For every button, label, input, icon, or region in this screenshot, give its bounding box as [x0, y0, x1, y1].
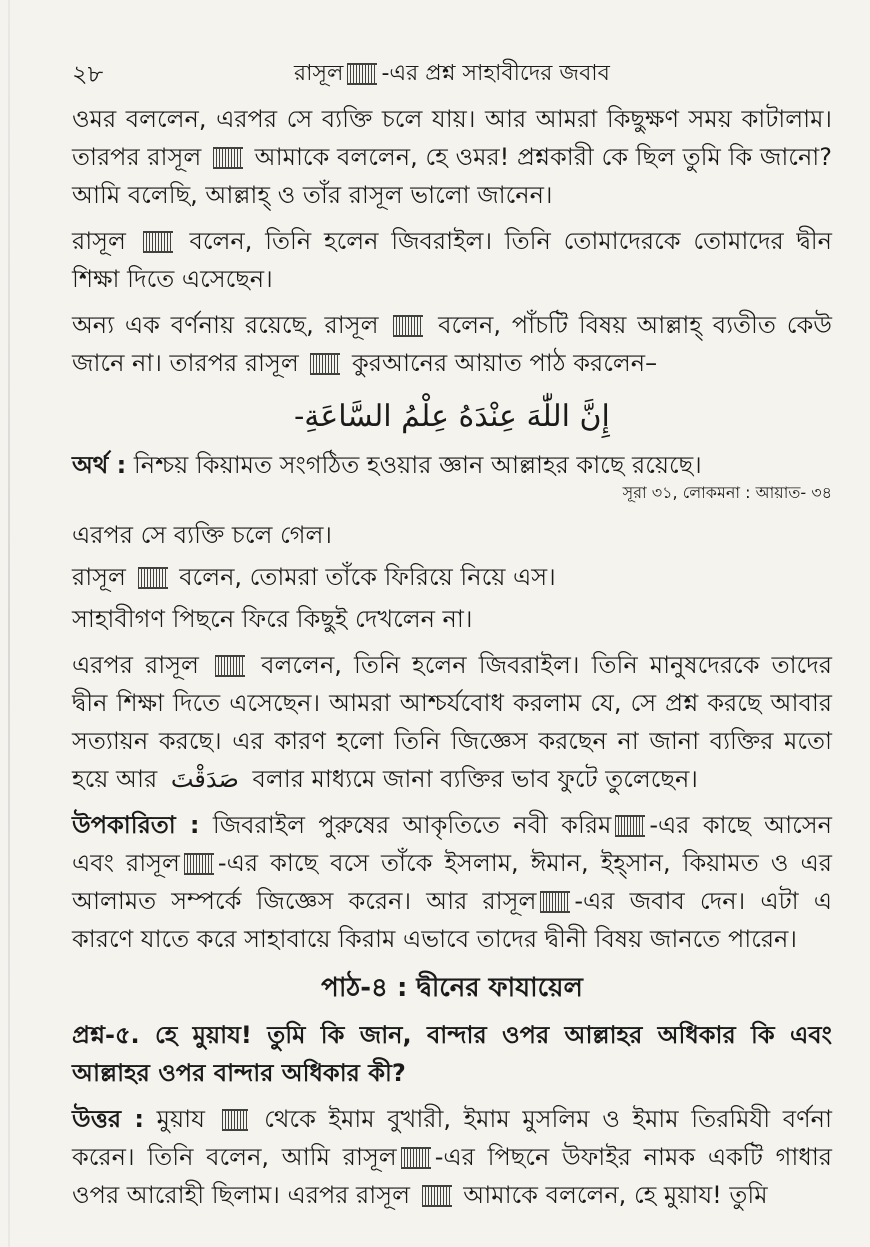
page-number: ২৮: [72, 60, 104, 88]
question-paragraph: প্রশ্ন-৫. হে মুয়ায! তুমি কি জান, বান্দার ওপর আল্লাহর অধিকার কি এবং আল্লাহর ওপর বান্দার অধিকার কী?: [72, 1021, 832, 1087]
answer-paragraph: উত্তর : মুয়ায থেকে ইমাম বুখারী, ইমাম মুসলিম ও ইমাম তিরমিযী বর্ণনা করেন। তিনি বলেন, আমি রাসূল -এর পিছনে উফাইর নামক একটি গাধার ওপর আরোহী ছিলাম। এরপর রাসূল আমাকে বললেন, হে মুয়ায! তুমি: [72, 1105, 832, 1209]
paragraph-explanation: এরপর রাসূল বললেন, তিনি হলেন জিবরাইল। তিনি মানুষদেরকে তাদের দ্বীন শিক্ষা দিতে এসেছেন। আমরা আশ্চর্যবোধ করলাম যে, সে প্রশ্ন করছে আবার সত্যায়ন করছে। এর কারণ হলো তিনি জিজ্ঞেস করছেন না জানা ব্যক্তির মতো হয়ে আর صَدَقْتَ বলার মাধ্যমে জানা ব্যক্তির ভাব ফুটে তুলেছেন।: [72, 651, 833, 793]
benefit-label: উপকারিতা :: [72, 811, 200, 839]
paragraph-benefit: উপকারিতা : জিবরাইল পুরুষের আকৃতিতে নবী করিম -এর কাছে আসেন এবং রাসূল -এর কাছে বসে তাঁকে ইসলাম, ঈমান, ইহ্সান, কিয়ামত ও এর আলামত সম্পর্কে জিজ্ঞেস করেন। আর রাসূল -এর জবাব দেন। এটা এ কারণে যাতে করে সাহাবায়ে কিরাম এভাবে তাদের দ্বীনী বিষয় জানতে পারেন।: [72, 811, 832, 953]
paragraph-bring-back: রাসূল বলেন, তোমরা তাঁকে ফিরিয়ে নিয়ে এস।: [72, 563, 556, 591]
page-edge-shadow: [8, 0, 10, 1247]
paragraph-five-things: অন্য এক বর্ণনায় রয়েছে, রাসূল বলেন, পাঁচটি বিষয় আল্লাহ্ ব্যতীত কেউ জানে না। তারপর রাসূল কুরআনের আয়াত পাঠ করলেন–: [72, 311, 832, 377]
answer-label: উত্তর :: [72, 1105, 145, 1133]
verse-reference: সূরা ৩১, লোকমনা : আয়াত- ৩৪: [622, 483, 832, 502]
arabic-word: صَدَقْتَ: [170, 765, 239, 793]
salutation-seal-icon: [184, 853, 214, 875]
radiallahu-seal-icon: [222, 1109, 248, 1131]
salutation-seal-icon: [138, 567, 168, 589]
page-header: [72, 56, 832, 100]
section-heading: পাঠ-৪ : দ্বীনের ফাযায়েল: [321, 973, 583, 1003]
salutation-seal-icon: [310, 353, 340, 375]
salutation-seal-icon: [393, 315, 423, 337]
salutation-seal-icon: [215, 655, 245, 677]
book-page: [72, 56, 832, 1222]
salutation-seal-icon: [347, 63, 377, 85]
paragraph-omar: ওমর বললেন, এরপর সে ব্যক্তি চলে যায়। আর আমরা কিছুক্ষণ সময় কাটালাম। তারপর রাসূল আমাকে বললেন, হে ওমর! প্রশ্নকারী কে ছিল তুমি কি জানো? আমি বলেছি, আল্লাহ্ ও তাঁর রাসূল ভালো জানেন।: [72, 105, 832, 209]
running-title: রাসূল -এর প্রশ্ন সাহাবীদের জবাব: [294, 61, 610, 86]
salutation-seal-icon: [540, 891, 570, 913]
salutation-seal-icon: [143, 231, 173, 253]
salutation-seal-icon: [213, 147, 243, 169]
meaning-label: অর্থ :: [72, 451, 127, 479]
paragraph-left: এরপর সে ব্যক্তি চলে গেল।: [72, 521, 332, 549]
paragraph-companions: সাহাবীগণ পিছনে ফিরে কিছুই দেখলেন না।: [72, 605, 473, 633]
salutation-seal-icon: [401, 1147, 431, 1169]
meaning-paragraph: অর্থ : নিশ্চয় কিয়ামত সংগঠিত হওয়ার জ্ঞান আল্লাহর কাছে রয়েছে।: [72, 451, 702, 479]
arabic-verse: إِنَّ اللّٰهَ عِنْدَهُ عِلْمُ السَّاعَةِ-: [294, 399, 610, 434]
salutation-seal-icon: [422, 1185, 452, 1207]
paragraph-jibril: রাসূল বলেন, তিনি হলেন জিবরাইল। তিনি তোমাদেরকে তোমাদের দ্বীন শিক্ষা দিতে এসেছেন।: [72, 227, 832, 293]
salutation-seal-icon: [615, 815, 645, 837]
